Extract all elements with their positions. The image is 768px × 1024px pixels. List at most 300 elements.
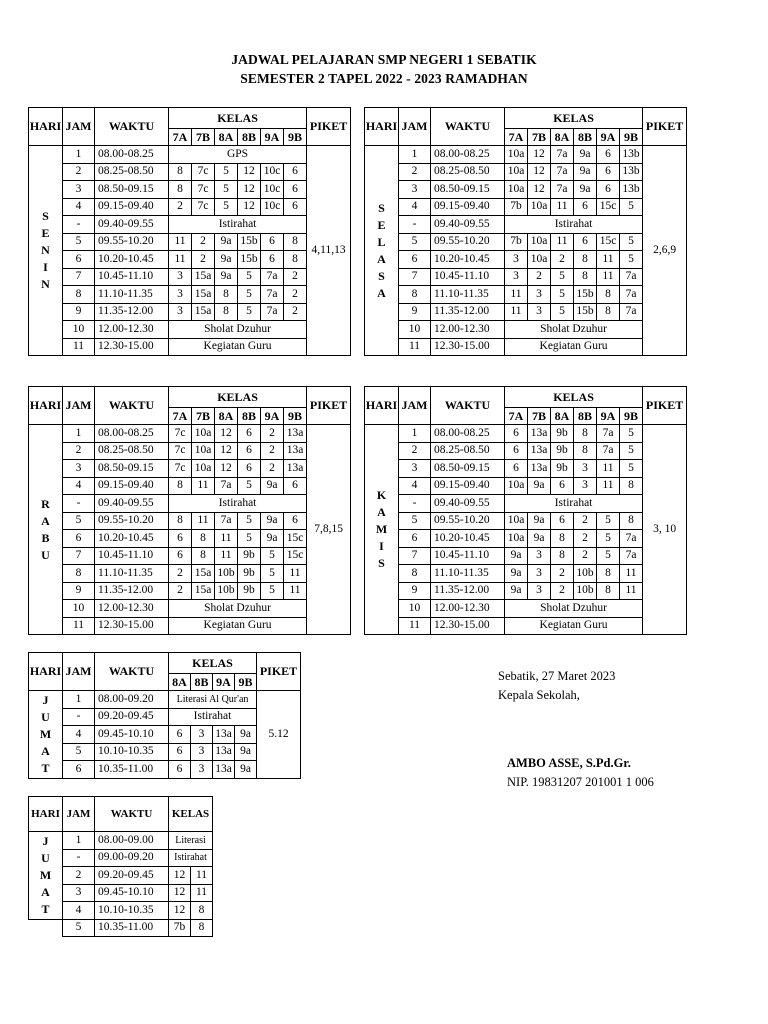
waktu-cell: 08.00-09.20: [95, 691, 169, 709]
waktu-cell: 10.35-11.00: [95, 761, 169, 779]
class-cell: 6: [284, 512, 307, 530]
table-row: [365, 460, 687, 478]
class-cell: 6: [284, 198, 307, 216]
class-cell: 11: [192, 477, 215, 495]
class-cell: 6: [169, 530, 192, 548]
header-class: 7B: [528, 129, 551, 146]
header-waktu: WAKTU: [95, 387, 169, 425]
jam-cell: 5: [63, 743, 95, 761]
day-letter: A: [377, 251, 386, 266]
class-cell: 2: [284, 268, 307, 286]
class-cell: 3: [191, 726, 213, 744]
class-cell: 8: [574, 425, 597, 443]
class-cell: 5: [597, 512, 620, 530]
table-row: [29, 547, 351, 565]
class-cell: 3: [528, 565, 551, 583]
waktu-cell: 08.00-09.00: [95, 832, 169, 850]
class-cell: 8: [551, 547, 574, 565]
class-cell: 6: [284, 477, 307, 495]
jam-cell: 3: [63, 460, 95, 478]
day-letter: K: [376, 488, 387, 502]
table-row: [365, 233, 687, 251]
waktu-cell: 11.35-12.00: [431, 582, 505, 600]
class-cell: 10b: [574, 565, 597, 583]
class-cell: 9b: [551, 425, 574, 443]
table-row: [365, 495, 687, 513]
header-jam: JAM: [63, 797, 95, 832]
table-row: [365, 582, 687, 600]
class-cell: 6: [261, 251, 284, 269]
waktu-cell: 11.35-12.00: [95, 582, 169, 600]
day-letter: N: [41, 277, 50, 291]
class-cell: 12: [528, 146, 551, 164]
header-class: 9A: [261, 408, 284, 425]
class-cell: 6: [238, 425, 261, 443]
class-cell: 12: [215, 442, 238, 460]
piket-cell: 4,11,13: [307, 146, 351, 356]
class-cell: 11: [597, 268, 620, 286]
header-class: 8B: [574, 129, 597, 146]
class-cell: 13a: [528, 442, 551, 460]
table-row: [29, 286, 351, 304]
class-cell: 7b: [505, 198, 528, 216]
class-cell: 10a: [528, 233, 551, 251]
header-class: 9B: [235, 674, 257, 691]
class-cell: 8: [597, 565, 620, 583]
waktu-cell: 09.20-09.45: [95, 708, 169, 726]
jam-cell: -: [399, 495, 431, 513]
header-row: [365, 108, 687, 129]
day-letter: T: [41, 760, 50, 775]
class-cell: 7a: [620, 547, 643, 565]
class-cell: 10a: [505, 530, 528, 548]
class-cell: 7c: [169, 460, 192, 478]
header-waktu: WAKTU: [431, 387, 505, 425]
class-cell: 7a: [597, 425, 620, 443]
class-cell: 12: [215, 460, 238, 478]
waktu-cell: 08.50-09.15: [95, 181, 169, 199]
waktu-cell: 12.30-15.00: [431, 617, 505, 635]
day-letter: B: [41, 530, 50, 545]
header-kelas: KELAS: [505, 108, 643, 129]
class-cell: 11: [505, 303, 528, 321]
header-class: 9B: [284, 129, 307, 146]
span-cell: GPS: [169, 146, 307, 164]
day-letter: U: [41, 709, 50, 724]
jam-cell: -: [63, 495, 95, 513]
jam-cell: 4: [399, 477, 431, 495]
class-cell: 7a: [620, 530, 643, 548]
table-row: [29, 919, 213, 937]
span-cell: Kegiatan Guru: [169, 617, 307, 635]
class-cell: 8: [169, 512, 192, 530]
day-name: [29, 146, 63, 356]
class-cell: 7a: [215, 477, 238, 495]
span-cell: Literasi Al Qur'an: [169, 691, 257, 709]
day-blank-cell: [29, 919, 63, 937]
jam-cell: 4: [63, 198, 95, 216]
class-cell: 12: [528, 181, 551, 199]
span-cell: Kegiatan Guru: [169, 338, 307, 356]
class-cell: 3: [169, 268, 192, 286]
waktu-cell: 09.55-10.20: [95, 233, 169, 251]
header-kelas: KELAS: [505, 387, 643, 408]
day-letter: U: [41, 547, 50, 562]
span-cell: Istirahat: [169, 708, 257, 726]
class-cell: 6: [574, 198, 597, 216]
class-cell: 5: [261, 547, 284, 565]
jam-cell: 1: [63, 832, 95, 850]
waktu-cell: 10.10-10.35: [95, 902, 169, 920]
waktu-cell: 09.20-09.45: [95, 867, 169, 885]
class-cell: 5: [620, 198, 643, 216]
signature-place-date: Sebatik, 27 Maret 2023: [498, 669, 616, 683]
table-row: [29, 233, 351, 251]
class-cell: 2: [192, 251, 215, 269]
class-cell: 15b: [238, 251, 261, 269]
header-class: 9B: [620, 408, 643, 425]
class-cell: 7c: [169, 442, 192, 460]
table-row: [365, 442, 687, 460]
header-class: 8A: [551, 129, 574, 146]
day-name: [365, 425, 399, 635]
waktu-cell: 12.00-12.30: [431, 600, 505, 618]
class-cell: 11: [215, 530, 238, 548]
header-hari: HARI: [29, 108, 63, 146]
jam-cell: 7: [399, 268, 431, 286]
waktu-cell: 10.35-11.00: [95, 919, 169, 937]
jam-cell: 6: [399, 251, 431, 269]
signature-nip: NIP. 19831207 201001 1 006: [507, 775, 654, 789]
header-class: 7B: [192, 408, 215, 425]
table-row: [29, 268, 351, 286]
class-cell: 8: [169, 181, 192, 199]
table-row: [365, 425, 687, 443]
waktu-cell: 12.00-12.30: [95, 321, 169, 339]
waktu-cell: 08.50-09.15: [431, 460, 505, 478]
schedule-rabu: [28, 386, 351, 635]
jam-cell: 2: [63, 442, 95, 460]
class-cell: 8: [191, 902, 213, 920]
day-letter: E: [377, 217, 386, 232]
jam-cell: 10: [63, 321, 95, 339]
class-cell: 12: [169, 902, 191, 920]
header-class: 8B: [238, 129, 261, 146]
jam-cell: 2: [63, 163, 95, 181]
class-cell: 13b: [620, 181, 643, 199]
header-class: 9A: [261, 129, 284, 146]
class-cell: 9a: [261, 512, 284, 530]
class-cell: 10b: [215, 565, 238, 583]
class-cell: 13a: [528, 425, 551, 443]
header-class: 8B: [191, 674, 213, 691]
waktu-cell: 09.15-09.40: [431, 477, 505, 495]
jam-cell: 2: [399, 442, 431, 460]
jam-cell: -: [63, 849, 95, 867]
class-cell: 9b: [238, 582, 261, 600]
class-cell: 8: [215, 286, 238, 304]
day-letter: U: [41, 850, 50, 865]
class-cell: 11: [191, 867, 213, 885]
waktu-cell: 08.50-09.15: [431, 181, 505, 199]
waktu-cell: 11.10-11.35: [95, 286, 169, 304]
class-cell: 13b: [620, 163, 643, 181]
jam-cell: 5: [399, 233, 431, 251]
jam-cell: 4: [63, 477, 95, 495]
class-cell: 7a: [261, 286, 284, 304]
class-cell: 5: [238, 512, 261, 530]
class-cell: 11: [620, 582, 643, 600]
span-cell: Istirahat: [169, 849, 213, 867]
jam-cell: 1: [399, 425, 431, 443]
schedule-senin: [28, 107, 351, 356]
table-row: [365, 181, 687, 199]
class-cell: 6: [505, 442, 528, 460]
day-letter: S: [378, 556, 385, 570]
header-class: 8A: [215, 129, 238, 146]
waktu-cell: 09.15-09.40: [95, 198, 169, 216]
class-cell: 9b: [551, 460, 574, 478]
header-row: [29, 387, 351, 408]
class-cell: 5: [215, 198, 238, 216]
class-cell: 11: [551, 233, 574, 251]
waktu-cell: 09.00-09.20: [95, 849, 169, 867]
waktu-cell: 09.40-09.55: [95, 216, 169, 234]
piket-cell: 3, 10: [643, 425, 687, 635]
schedule-jumat-b: [28, 796, 213, 937]
class-cell: 15a: [192, 565, 215, 583]
class-cell: 3: [191, 743, 213, 761]
class-cell: 2: [551, 582, 574, 600]
jam-cell: 2: [399, 163, 431, 181]
table-row: [29, 530, 351, 548]
header-class: 9A: [213, 674, 235, 691]
class-cell: 10c: [261, 181, 284, 199]
header-piket: PIKET: [643, 387, 687, 425]
class-cell: 7c: [192, 181, 215, 199]
jam-cell: 6: [63, 761, 95, 779]
class-cell: 11: [169, 233, 192, 251]
piket-cell: 2,6,9: [643, 146, 687, 356]
waktu-cell: 11.10-11.35: [95, 565, 169, 583]
jam-cell: 7: [63, 547, 95, 565]
class-cell: 6: [261, 233, 284, 251]
waktu-cell: 10.10-10.35: [95, 743, 169, 761]
class-cell: 5: [238, 477, 261, 495]
class-cell: 9b: [238, 565, 261, 583]
waktu-cell: 09.15-09.40: [95, 477, 169, 495]
day-letter: M: [39, 867, 52, 882]
class-cell: 10a: [505, 146, 528, 164]
class-cell: 9a: [505, 582, 528, 600]
class-cell: 5: [551, 286, 574, 304]
class-cell: 2: [284, 286, 307, 304]
class-cell: 9a: [261, 530, 284, 548]
class-cell: 11: [551, 198, 574, 216]
jam-cell: 10: [63, 600, 95, 618]
class-cell: 6: [597, 163, 620, 181]
jam-cell: 9: [63, 582, 95, 600]
span-cell: Kegiatan Guru: [505, 338, 643, 356]
class-cell: 10a: [528, 251, 551, 269]
class-cell: 10a: [505, 181, 528, 199]
class-cell: 5: [215, 181, 238, 199]
class-cell: 9b: [551, 442, 574, 460]
header-piket: PIKET: [643, 108, 687, 146]
waktu-cell: 10.20-10.45: [95, 251, 169, 269]
table-row: [365, 338, 687, 356]
class-cell: 9a: [235, 726, 257, 744]
table-row: [29, 565, 351, 583]
class-cell: 5: [620, 233, 643, 251]
class-cell: 10a: [192, 442, 215, 460]
waktu-cell: 10.45-11.10: [431, 268, 505, 286]
table-row: [29, 460, 351, 478]
class-cell: 8: [284, 233, 307, 251]
waktu-cell: 09.55-10.20: [431, 512, 505, 530]
class-cell: 7a: [551, 163, 574, 181]
class-cell: 10a: [192, 460, 215, 478]
class-cell: 15b: [574, 286, 597, 304]
class-cell: 8: [192, 530, 215, 548]
class-cell: 8: [215, 303, 238, 321]
title-line-1: JADWAL PELAJARAN SMP NEGERI 1 SEBATIK: [231, 52, 537, 67]
class-cell: 5: [597, 547, 620, 565]
table-row: [29, 216, 351, 234]
class-cell: 10a: [192, 425, 215, 443]
class-cell: 15c: [284, 530, 307, 548]
jam-cell: 3: [63, 884, 95, 902]
table-row: [29, 251, 351, 269]
class-cell: 7a: [261, 268, 284, 286]
day-letter: L: [377, 234, 386, 249]
class-cell: 7a: [551, 181, 574, 199]
class-cell: 8: [597, 286, 620, 304]
piket-cell: 7,8,15: [307, 425, 351, 635]
table-row: [365, 146, 687, 164]
header-jam: JAM: [63, 387, 95, 425]
class-cell: 5: [620, 425, 643, 443]
class-cell: 6: [551, 477, 574, 495]
span-cell: Sholat Dzuhur: [505, 600, 643, 618]
class-cell: 8: [574, 442, 597, 460]
class-cell: 11: [284, 582, 307, 600]
class-cell: 12: [238, 163, 261, 181]
header-class: 8B: [574, 408, 597, 425]
class-cell: 8: [574, 251, 597, 269]
table-row: [29, 442, 351, 460]
class-cell: 11: [505, 286, 528, 304]
class-cell: 11: [597, 477, 620, 495]
jam-cell: 3: [63, 181, 95, 199]
day-name: [29, 832, 63, 920]
class-cell: 9b: [238, 547, 261, 565]
class-cell: 7a: [620, 303, 643, 321]
class-cell: 5: [261, 565, 284, 583]
table-row: [365, 303, 687, 321]
jam-cell: 1: [63, 146, 95, 164]
class-cell: 13a: [528, 460, 551, 478]
class-cell: 5: [215, 163, 238, 181]
jam-cell: 4: [399, 198, 431, 216]
table-row: [365, 251, 687, 269]
waktu-cell: 08.25-08.50: [431, 442, 505, 460]
table-row: [365, 565, 687, 583]
jam-cell: 11: [399, 617, 431, 635]
header-waktu: WAKTU: [431, 108, 505, 146]
waktu-cell: 09.55-10.20: [95, 512, 169, 530]
waktu-cell: 11.10-11.35: [431, 565, 505, 583]
class-cell: 11: [597, 251, 620, 269]
jam-cell: 2: [63, 867, 95, 885]
waktu-cell: 10.20-10.45: [95, 530, 169, 548]
header-waktu: WAKTU: [95, 653, 169, 691]
waktu-cell: 08.00-08.25: [95, 425, 169, 443]
table-row: [365, 286, 687, 304]
waktu-cell: 08.50-09.15: [95, 460, 169, 478]
class-cell: 5: [261, 582, 284, 600]
class-cell: 6: [505, 425, 528, 443]
waktu-cell: 08.00-08.25: [431, 146, 505, 164]
header-jam: JAM: [399, 387, 431, 425]
class-cell: 9a: [235, 761, 257, 779]
jam-cell: 5: [63, 919, 95, 937]
class-cell: 7a: [551, 146, 574, 164]
header-kelas: KELAS: [169, 108, 307, 129]
waktu-cell: 08.00-08.25: [431, 425, 505, 443]
header-kelas: KELAS: [169, 387, 307, 408]
waktu-cell: 11.10-11.35: [431, 286, 505, 304]
header-hari: HARI: [365, 387, 399, 425]
class-cell: 6: [597, 181, 620, 199]
header-class: 7B: [528, 408, 551, 425]
day-letter: A: [377, 505, 386, 519]
class-cell: 5: [620, 460, 643, 478]
jam-cell: 9: [399, 303, 431, 321]
class-cell: 2: [169, 582, 192, 600]
class-cell: 13a: [213, 726, 235, 744]
class-cell: 15a: [192, 582, 215, 600]
class-cell: 15c: [597, 198, 620, 216]
table-row: [29, 691, 301, 709]
class-cell: 3: [574, 460, 597, 478]
day-letter: A: [41, 743, 50, 758]
span-cell: Istirahat: [169, 216, 307, 234]
waktu-cell: 10.45-11.10: [95, 268, 169, 286]
class-cell: 3: [169, 286, 192, 304]
jam-cell: -: [63, 216, 95, 234]
class-cell: 5: [238, 530, 261, 548]
class-cell: 10a: [505, 163, 528, 181]
schedule-kamis: [364, 386, 687, 635]
header-piket: PIKET: [307, 387, 351, 425]
class-cell: 3: [169, 303, 192, 321]
class-cell: 10a: [505, 512, 528, 530]
header-class: 7B: [192, 129, 215, 146]
class-cell: 13a: [213, 761, 235, 779]
waktu-cell: 09.55-10.20: [431, 233, 505, 251]
class-cell: 5: [597, 530, 620, 548]
class-cell: 2: [284, 303, 307, 321]
class-cell: 9a: [574, 163, 597, 181]
class-cell: 2: [574, 512, 597, 530]
day-name: [29, 425, 63, 635]
header-class: 7A: [169, 408, 192, 425]
class-cell: 15a: [192, 286, 215, 304]
header-class: 9A: [597, 408, 620, 425]
class-cell: 8: [597, 303, 620, 321]
table-row: [29, 321, 351, 339]
